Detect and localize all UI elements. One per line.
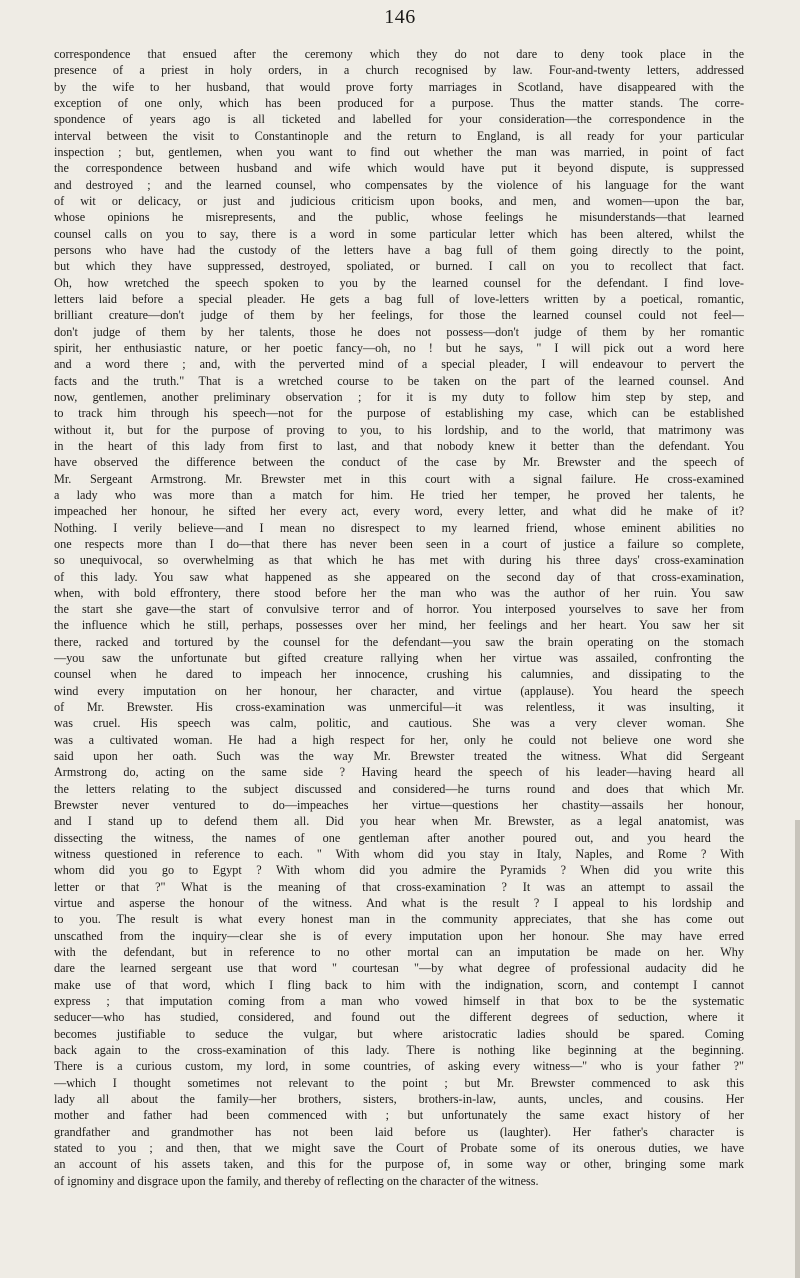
text-line: Oh, how wretched the speech spoken to you by the learned counsel for the defendant. I find love-: [54, 275, 744, 290]
text-line: with the defendant, but in reference to no other mortal can an imputation be made on her. Why: [54, 945, 744, 960]
text-line: Nothing. I verily believe—and I mean no disrespect to my learned friend, whose eminent abilities no: [54, 520, 744, 535]
text-line: don't judge of them by her talents, those he does not possess—don't judge of them by her romantic: [54, 324, 744, 339]
text-line: the influence which he still, perhaps, possesses over her mind, her feelings and her heart. You saw her sit: [54, 618, 744, 633]
text-line: to you. The result is what every honest man in the community appreciates, that she has come out: [54, 912, 744, 927]
text-line: becomes justifiable to seduce the vulgar, but where aristocratic ladies should be spared. Coming: [54, 1026, 744, 1041]
text-line: Armstrong do, acting on the same side ? Having heard the speech of his leader—having heard all: [54, 765, 744, 780]
text-line: express ; that imputation coming from a man who vowed himself in that box to be the systematic: [54, 994, 744, 1009]
text-line: mother and father had been commenced with ; but unfortunately the same exact history of her: [54, 1108, 744, 1123]
text-line: a lady who was more than a match for him. He tried her temper, he proved her talents, he: [54, 487, 744, 502]
text-line: counsel calls on you to say, there is a word in some particular letter which has been altered, whilst the: [54, 226, 744, 241]
text-line: so unequivocal, so overwhelming as that which he has met with during his three days' cross-examination: [54, 553, 744, 568]
text-line: but which they have suppressed, destroyed, spoliated, or burned. I call on you to recollect that fact.: [54, 259, 744, 274]
text-line: inspection ; but, gentlemen, when you want to find out whether the man was married, in point of fact: [54, 144, 744, 159]
text-line: and a word there ; and, with the perverted mind of a special pleader, I will endeavour to pervert the: [54, 357, 744, 372]
text-line: spirit, her enthusiastic nature, or her poetic fancy—oh, no ! but he says, " I will pick out a word here: [54, 340, 744, 355]
text-line: wind every imputation on her honour, her character, and virtue (applause). You heard the speech: [54, 683, 744, 698]
text-line: when, with bold effrontery, there stood before her the man who was the author of her ruin. You saw: [54, 585, 744, 600]
text-line: and I stand up to defend them all. Did you hear when Mr. Brewster, as a legal anatomist, was: [54, 814, 744, 829]
text-line: back again to the cross-examination of this lady. There is nothing like beginning at the beginning.: [54, 1043, 744, 1058]
text-line: make use of that word, which I fling back to him with the indignation, scorn, and contempt I cannot: [54, 977, 744, 992]
text-line: have observed the difference between the conduct of the case by Mr. Brewster and the speech of: [54, 455, 744, 470]
text-line: exception of one only, which has been produced for a purpose. Thus the matter stands. The corre-: [54, 95, 744, 110]
text-line: was cruel. His speech was calm, politic, and cautious. She was a very clever woman. She: [54, 716, 744, 731]
text-line: now, gentlemen, another preliminary observation ; for it is my duty to follow him step by step, and: [54, 389, 744, 404]
text-line: spondence of years ago is all ticketed and labelled for your consideration—the correspondence in the: [54, 112, 744, 127]
text-line: presence of a priest in holy orders, in a church recognised by law. Four-and-twenty letters, addressed: [54, 63, 744, 78]
text-line: of ignominy and disgrace upon the family, and thereby of reflecting on the character of the witness.: [54, 1173, 539, 1188]
text-line: Brewster never ventured to do—impeaches her virtue—questions her chastity—assails her honour,: [54, 798, 744, 813]
page-edge-shadow: [795, 820, 800, 1278]
text-line: dissecting the witness, the names of one gentleman after another poured out, and you heard the: [54, 830, 744, 845]
text-line: grandfather and grandmother has not been laid before us (laughter). Her father's character is: [54, 1124, 744, 1139]
text-line: in the heart of this lady from first to last, and that nobody knew it better than the defendant. You: [54, 438, 744, 453]
text-line: counsel when he dared to impeach her innocence, crushing his calumnies, and dissipating to the: [54, 667, 744, 682]
text-line: by the wife to her husband, that would prove forty marriages in Scotland, have disappeared with the: [54, 79, 744, 94]
text-line: stated to you ; and then, that we might save the Court of Probate some of its onerous duties, we have: [54, 1140, 744, 1155]
text-line: of Mr. Brewster. His cross-examination was unmerciful—it was relentless, it was insulting, it: [54, 700, 744, 715]
text-line: an account of his assets taken, and this for the purpose of, in some way or other, bringing some mark: [54, 1157, 744, 1172]
text-line: letters laid before a special pleader. He gets a bag full of love-letters written by a poetical, romantic,: [54, 291, 744, 306]
text-line: the start she gave—the start of convulsive terror and of horror. You interposed yourselves to save her from: [54, 602, 744, 617]
text-line: said upon her oath. Such was the way Mr. Brewster treated the witness. What did Sergeant: [54, 749, 744, 764]
text-line: whom did you go to Egypt ? With whom did you admire the Pyramids ? When did you write this: [54, 863, 744, 878]
text-line: the letters relating to the subject discussed and considered—he turns round and does that which Mr.: [54, 781, 744, 796]
text-line: virtue and asperse the honour of the witness. And what is the result ? I appeal to his lordship and: [54, 896, 744, 911]
text-line: interval between the visit to Constantinople and the return to England, is all ready for your particular: [54, 128, 744, 143]
text-line: lady all about the family—her brothers, sisters, brothers-in-law, aunts, uncles, and cousins. Her: [54, 1092, 744, 1106]
text-line: seducer—who has studied, considered, and found out the different degrees of seduction, where it: [54, 1010, 744, 1025]
text-line: persons who have had the custody of the letters have a bag full of them going directly to the point,: [54, 242, 744, 257]
text-line: witness questioned in reference to each. " With whom did you stay in Italy, Naples, and Rome ? With: [54, 847, 744, 862]
text-line: of this lady. You saw what happened as she appeared on the second day of that cross-examination,: [54, 569, 744, 584]
text-line: letter or that ?" What is the meaning of that cross-examination ? It was an attempt to assail the: [54, 879, 744, 894]
text-line: dare the learned sergeant use that word " courtesan "—by what degree of professional audacity did he: [54, 961, 744, 976]
text-line: Mr. Sergeant Armstrong. Mr. Brewster met in this court with a signal failure. He cross-examined: [54, 471, 744, 486]
text-line: without it, but for the purpose of proving to you, to his lordship, and to the world, that matrimony was: [54, 422, 744, 437]
text-line: —you saw the unfortunate but gifted creature rallying when her virtue was assailed, confronting the: [54, 651, 744, 666]
text-line: one respects more than I do—that there has never been seen in a court of justice a failure so complete,: [54, 536, 744, 551]
text-line: of wit or delicacy, or just and judicious criticism upon books, and men, and women—upon the bar,: [54, 193, 744, 208]
text-line: unscathed from the inquiry—clear she is of every imputation upon her honour. She may have erred: [54, 928, 744, 943]
body-text: [54, 46, 744, 1189]
text-line: was a cultivated woman. He had a high respect for her, only he could not believe one word she: [54, 732, 744, 747]
text-line: brilliant creature—don't judge of them by her feelings, for those the learned counsel could not feel—: [54, 308, 744, 323]
text-line: and destroyed ; and the learned counsel, who compensates by the violence of his language for the want: [54, 177, 744, 192]
text-line: correspondence that ensued after the ceremony which they do not dare to deny took place in the: [54, 47, 744, 61]
text-line: to track him through his speech—not for the purpose of establishing my case, which can be established: [54, 406, 744, 421]
text-line: the correspondence between husband and wife which would have put it beyond dispute, is suppressed: [54, 161, 744, 176]
page-number: 146: [384, 6, 416, 28]
text-line: there, racked and tortured by the counsel for the defendant—you saw the brain operating on the stomach: [54, 634, 744, 649]
text-line: There is a curious custom, my lord, in some countries, of asking every witness—" who is your father ?": [54, 1059, 744, 1074]
text-line: facts and the truth." That is a wretched course to be taken on the part of the learned counsel. And: [54, 373, 744, 388]
text-line: —which I thought sometimes not relevant to the point ; but Mr. Brewster commenced to ask this: [54, 1075, 744, 1090]
text-line: impeached her honour, he sifted her every act, every word, every letter, and what did he make of it?: [54, 504, 744, 519]
text-line: whose opinions he misrepresents, and the public, whose feelings he misunderstands—that learned: [54, 210, 744, 225]
